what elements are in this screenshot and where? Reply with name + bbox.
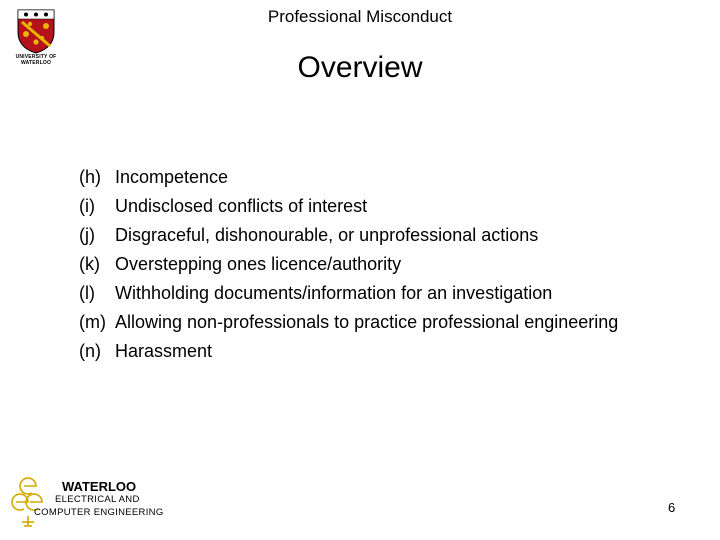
university-logo-text-line1: UNIVERSITY OF <box>15 54 57 60</box>
list-item-text: Disgraceful, dishonourable, or unprofessional actions <box>115 225 539 245</box>
list-item-text: Overstepping ones licence/authority <box>115 254 402 274</box>
list-item-text: Undisclosed conflicts of interest <box>115 196 368 216</box>
list-item-text: Allowing non-professionals to practice professional engineering <box>115 312 619 332</box>
list-item-text: Incompetence <box>115 167 229 187</box>
list-item-text: Withholding documents/information for an investigation <box>115 283 553 303</box>
university-logo-text-line2: WATERLOO <box>20 60 52 66</box>
slide-title: Overview <box>297 51 423 84</box>
ece-footer-logo-icon <box>8 472 62 530</box>
list-item <box>79 192 618 221</box>
list-item-marker: (j) <box>79 225 95 245</box>
list-item <box>79 221 618 250</box>
list-item <box>79 163 618 192</box>
footer-dept-line2: COMPUTER ENGINEERING <box>34 507 164 518</box>
footer-dept-line1: ELECTRICAL AND <box>55 494 140 505</box>
list-item <box>79 250 618 279</box>
footer-waterloo-label: WATERLOO <box>62 479 137 494</box>
list-item-marker: (h) <box>79 167 101 187</box>
list-item-marker: (n) <box>79 341 101 361</box>
list-item-marker: (m) <box>79 312 106 332</box>
header-title: Professional Misconduct <box>267 7 453 26</box>
list-item <box>79 308 618 337</box>
list-item-text: Harassment <box>115 341 213 361</box>
list-item-marker: (l) <box>79 283 95 303</box>
misconduct-list <box>79 163 618 366</box>
page-number: 6 <box>668 500 676 515</box>
list-item <box>79 279 618 308</box>
list-item <box>79 337 618 366</box>
list-item-marker: (i) <box>79 196 95 216</box>
list-item-marker: (k) <box>79 254 100 274</box>
